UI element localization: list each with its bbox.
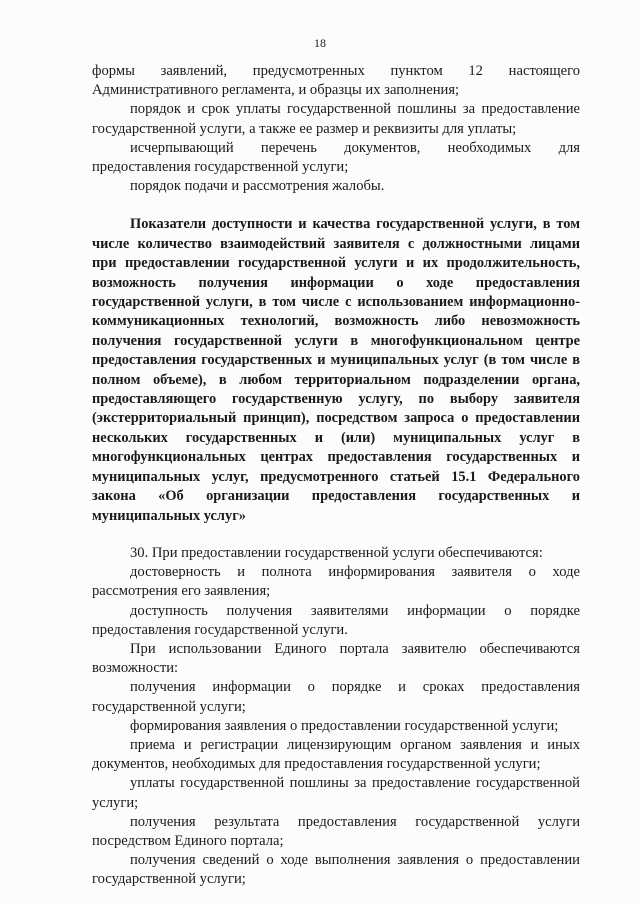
spacer [92,526,580,544]
portal-item-information: получения информации о порядке и сроках предоставления государственной услуги; [92,679,580,715]
list-item-reliability: достоверность и полнота информирования заявителя о ходе рассмотрения его заявления; [92,564,580,600]
paragraph-fee: порядок и срок уплаты государственной пошлины за предоставление государственной услуги, а также ее размер и реквизиты для уплаты; [92,101,580,137]
paragraph-documents-list: исчерпывающий перечень документов, необходимых для предоставления государственной услуги; [92,139,580,176]
portal-intro: При использовании Единого портала заявителю обеспечиваются возможности: [92,640,580,677]
clause-30-intro: 30. При предоставлении государственной услуги обеспечиваются: [130,544,543,561]
portal-item-result: получения результата предоставления государственной услуги посредством Единого портала; [92,813,580,849]
portal-item-fee-payment: уплаты государственной пошлины за предоставление государственной услуги; [92,775,580,811]
portal-item-registration: приема и регистрации лицензирующим органом заявления и иных документов, необходимых для предоставления государственной услуги; [92,736,580,773]
portal-item-application-form: формирования заявления о предоставлении государственной услуги; [130,717,559,734]
spacer [92,196,580,215]
section-heading: Показатели доступности и качества государственной услуги, в том числе количество взаимодействий заявителя с должностными лицами при предоставлении государственной услуги и их продолжительность, возможность получения информации о ходе предоставления государственной услуги, в том числе с использованием информационно-коммуникационных технологий, возможность либо невозможность получения государственной услуги в многофункциональном центре предоставления государственных и муниципальных услуг (в том числе в полном объеме), в любом территориальном подразделении органа, предоставляющего государственную услугу, по выбору заявителя (экстерриториальный принцип), посредством запроса о предоставлении нескольких государственных и (или) муниципальных услуг в многофункциональных центрах предоставления государственных и муниципальных услуг, предусмотренного статьей 15.1 Федерального закона «Об организации предоставления государственных и муниципальных услуг» [92,216,580,524]
page-number: 18 [314,36,326,50]
portal-item-status: получения сведений о ходе выполнения заявления о предоставлении государственной услуги; [92,852,580,888]
paragraph-complaints: порядок подачи и рассмотрения жалобы. [130,178,385,195]
page-content [92,62,580,890]
list-item-accessibility: доступность получения заявителями информации о порядке предоставления государственной услуги. [92,602,580,638]
paragraph-forms: формы заявлений, предусмотренных пунктом 12 настоящего Административного регламента, и образцы их заполнения; [92,63,580,99]
